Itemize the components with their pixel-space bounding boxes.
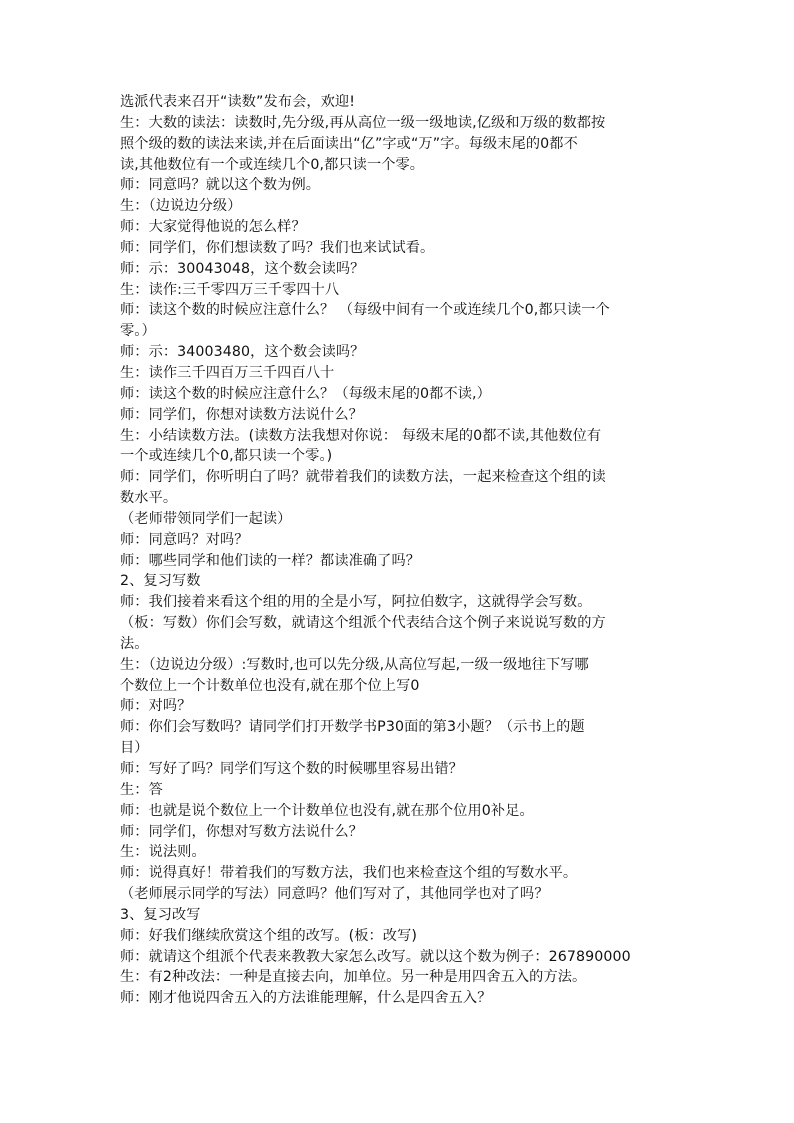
text-line: 师：我们接着来看这个组的用的全是小写，阿拉伯数字，这就得学会写数。 xyxy=(120,594,592,611)
text-line: 师：同学们，你想对写数方法说什么？ xyxy=(120,823,363,840)
text-line: 师：也就是说个数位上一个计数单位也没有,就在那个位用0补足。 xyxy=(120,802,534,819)
text-line: （板：写数）你们会写数，就请这个组派个代表结合这个例子来说说写数的方 xyxy=(120,615,606,632)
text-line: 生：有2种改法：一种是直接去向，加单位。另一种是用四舍五入的方法。 xyxy=(120,969,587,986)
text-line: 目） xyxy=(120,740,149,757)
text-line: 师：读这个数的时候应注意什么？（每级末尾的0都不读,） xyxy=(120,385,491,402)
text-line: 生：大数的读法：读数时,先分级,再从高位一级一级地读,亿级和万级的数都按 xyxy=(120,114,606,131)
text-line: 法。 xyxy=(120,635,149,652)
text-line: 师：好我们继续欣赏这个组的改写。(板：改写) xyxy=(120,927,418,944)
text-line: 生：说法则。 xyxy=(120,844,206,861)
text-line: 师：刚才他说四舍五入的方法谁能理解，什么是四舍五入？ xyxy=(120,990,492,1007)
text-line: 个数位上一个计数单位也没有,就在那个位上写0 xyxy=(120,677,420,694)
text-line: 零。） xyxy=(120,323,156,340)
text-line: 数水平。 xyxy=(120,490,178,507)
text-line: 师：就请这个组派个代表来教教大家怎么改写。就以这个数为例子：267890000 xyxy=(120,948,631,965)
text-line: 师：说得真好！带着我们的写数方法，我们也来检查这个组的写数水平。 xyxy=(120,865,578,882)
text-line: 生：读作:三千零四万三千零四十八 xyxy=(120,281,340,298)
text-line: 生：（边说边分级） xyxy=(120,198,242,215)
text-line: 师：大家觉得他说的怎么样？ xyxy=(120,219,306,236)
text-line: 一个或连续几个0,都只读一个零。) xyxy=(120,448,333,465)
text-line: 师：写好了吗？同学们写这个数的时候哪里容易出错？ xyxy=(120,761,463,777)
text-line: 师：示：34003480，这个数会读吗？ xyxy=(120,344,365,361)
text-line: 师：同意吗？对吗？ xyxy=(120,531,249,548)
text-line: 师：同意吗？就以这个数为例。 xyxy=(120,177,321,194)
text-line: 选派代表来召开“读数”发布会，欢迎! xyxy=(120,94,356,110)
text-line: 生：读作三千四百万三千四百八十 xyxy=(120,364,335,381)
text-line: 师：同学们，你们想读数了吗？我们也来试试看。 xyxy=(120,239,435,256)
text-line: 师：同学们，你想对读数方法说什么？ xyxy=(120,406,363,423)
text-line: （老师展示同学的写法）同意吗？他们写对了，其他同学也对了吗？ xyxy=(120,886,549,903)
text-line: 师：你们会写数吗？请同学们打开数学书P30面的第3小题？（示书上的题 xyxy=(120,719,585,736)
text-line: 生：小结读数方法。(读数方法我想对你说： 每级末尾的0都不读,其他数位有 xyxy=(120,427,602,444)
text-line: 师：读这个数的时候应注意什么？ （每级中间有一个或连续几个0,都只读一个 xyxy=(120,302,610,319)
text-line: 师：对吗？ xyxy=(120,698,192,715)
text-line: 生：答 xyxy=(120,781,163,798)
text-line: 生：（边说边分级）:写数时,也可以先分级,从高位写起,一级一级地往下写哪 xyxy=(120,656,589,673)
text-line: 师：同学们，你听明白了吗？就带着我们的读数方法，一起来检查这个组的读 xyxy=(120,469,606,486)
text-line: 师：哪些同学和他们读的一样？都读准确了吗？ xyxy=(120,552,421,569)
section-heading: 3、复习改写 xyxy=(120,906,201,923)
section-heading: 2、复习写数 xyxy=(120,573,201,590)
text-line: 师：示：30043048，这个数会读吗？ xyxy=(120,260,365,277)
text-line: （老师带领同学们一起读） xyxy=(120,510,292,527)
text-line: 照个级的数的读法来读,并在后面读出“亿”字或“万”字。每级末尾的0都不 xyxy=(120,135,578,152)
document-body xyxy=(120,92,680,1009)
text-line: 读,其他数位有一个或连续几个0,都只读一个零。 xyxy=(120,156,425,173)
